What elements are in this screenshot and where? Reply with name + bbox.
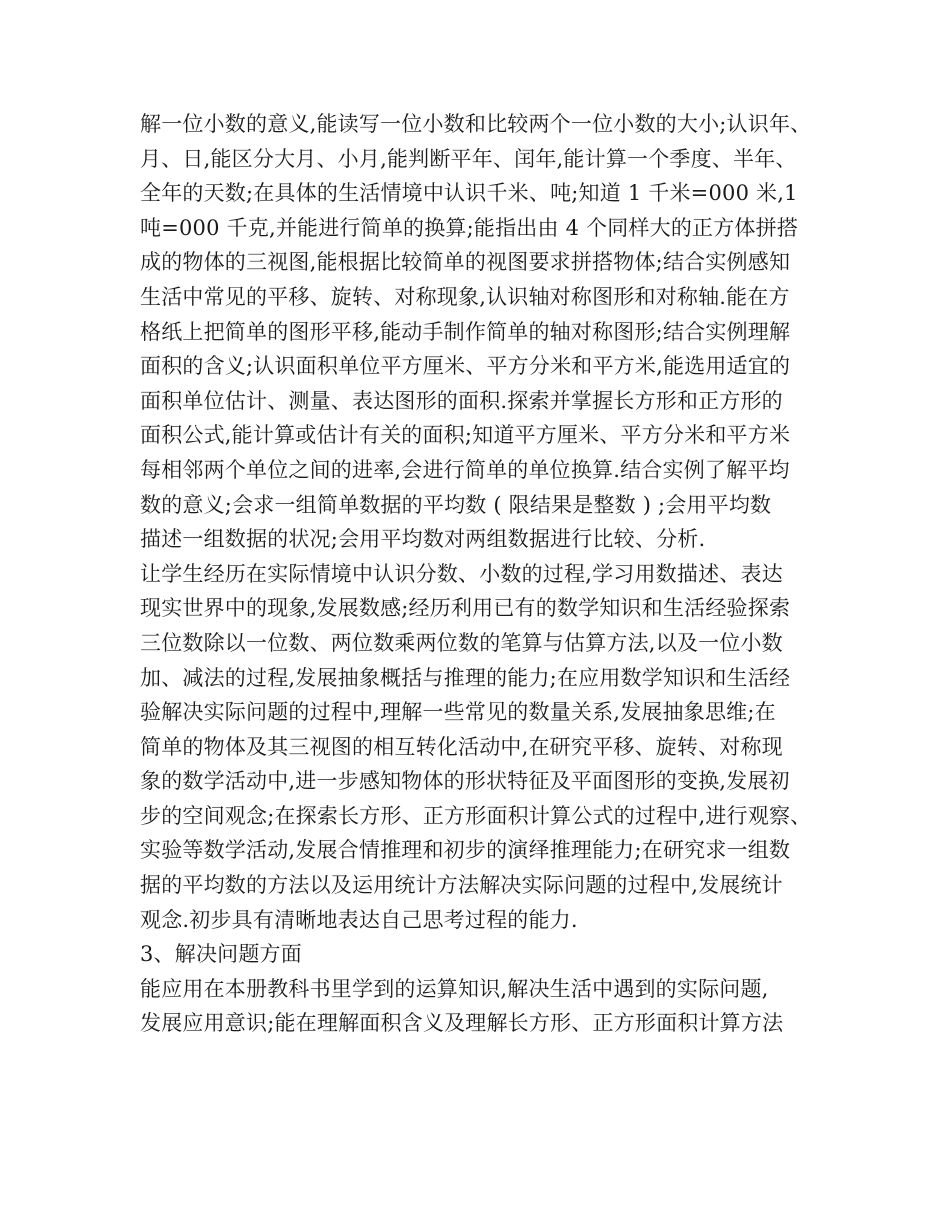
text-line: 现实世界中的现象,发展数感;经历利用已有的数学知识和生活经验探索 bbox=[140, 596, 791, 621]
text-line: 步的空间观念;在探索长方形、正方形面积计算公式的过程中,进行观察、 bbox=[140, 803, 812, 828]
text-line: 观念.初步具有清晰地表达自己思考过程的能力. bbox=[140, 907, 578, 932]
text-line: 成的物体的三视图,能根据比较简单的视图要求拼搭物体;结合实例感知 bbox=[140, 250, 791, 275]
text-line: 吨=000 千克,并能进行简单的换算;能指出由 4 个同样大的正方体拼搭 bbox=[140, 215, 799, 240]
text-line: 三位数除以一位数、两位数乘两位数的笔算与估算方法,以及一位小数 bbox=[140, 630, 783, 655]
text-line: 据的平均数的方法以及运用统计方法解决实际问题的过程中,发展统计 bbox=[140, 873, 783, 898]
text-line: 全年的天数;在具体的生活情境中认识千米、吨;知道 1 千米=000 米,1 bbox=[140, 181, 798, 206]
text-line: 面积公式,能计算或估计有关的面积;知道平方厘米、平方分米和平方米 bbox=[140, 423, 791, 448]
text-line: 验解决实际问题的过程中,理解一些常见的数量关系,发展抽象思维;在 bbox=[140, 700, 776, 725]
text-line: 简单的物体及其三视图的相互转化活动中,在研究平移、旋转、对称现 bbox=[140, 734, 783, 759]
text-line: 生活中常见的平移、旋转、对称现象,认识轴对称图形和对称轴.能在方 bbox=[140, 284, 790, 309]
text-line: 发展应用意识;能在理解面积含义及理解长方形、正方形面积计算方法 bbox=[140, 1011, 784, 1036]
text-line: 加、减法的过程,发展抽象概括与推理的能力;在应用数学知识和生活经 bbox=[140, 665, 791, 690]
section-heading: 3、解决问题方面 bbox=[140, 942, 302, 967]
text-line: 面积的含义;认识面积单位平方厘米、平方分米和平方米,能选用适宜的 bbox=[140, 354, 791, 379]
text-line: 格纸上把简单的图形平移,能动手制作简单的轴对称图形;结合实例理解 bbox=[140, 319, 791, 344]
text-line: 象的数学活动中,进一步感知物体的形状特征及平面图形的变换,发展初 bbox=[140, 769, 790, 794]
text-line: 月、日,能区分大月、小月,能判断平年、闰年,能计算一个季度、半年、 bbox=[140, 146, 797, 171]
body-text bbox=[140, 107, 820, 1041]
text-line: 解一位小数的意义,能读写一位小数和比较两个一位小数的大小;认识年、 bbox=[140, 112, 812, 136]
paragraph-start-line: 能应用在本册教科书里学到的运算知识,解决生活中遇到的实际问题, bbox=[140, 976, 769, 1001]
text-line: 每相邻两个单位之间的进率,会进行简单的单位换算.结合实例了解平均 bbox=[140, 457, 790, 482]
text-line: 面积单位估计、测量、表达图形的面积.探索并掌握长方形和正方形的 bbox=[140, 388, 783, 413]
text-line: 数的意义;会求一组简单数据的平均数 ( 限结果是整数 ) ;会用平均数 bbox=[140, 492, 772, 517]
text-line: 实验等数学活动,发展合情推理和初步的演绎推理能力;在研究求一组数 bbox=[140, 838, 791, 863]
text-line: 描述一组数据的状况;会用平均数对两组数据进行比较、分析. bbox=[140, 527, 706, 552]
paragraph-start-line: 让学生经历在实际情境中认识分数、小数的过程,学习用数描述、表达 bbox=[140, 561, 783, 586]
